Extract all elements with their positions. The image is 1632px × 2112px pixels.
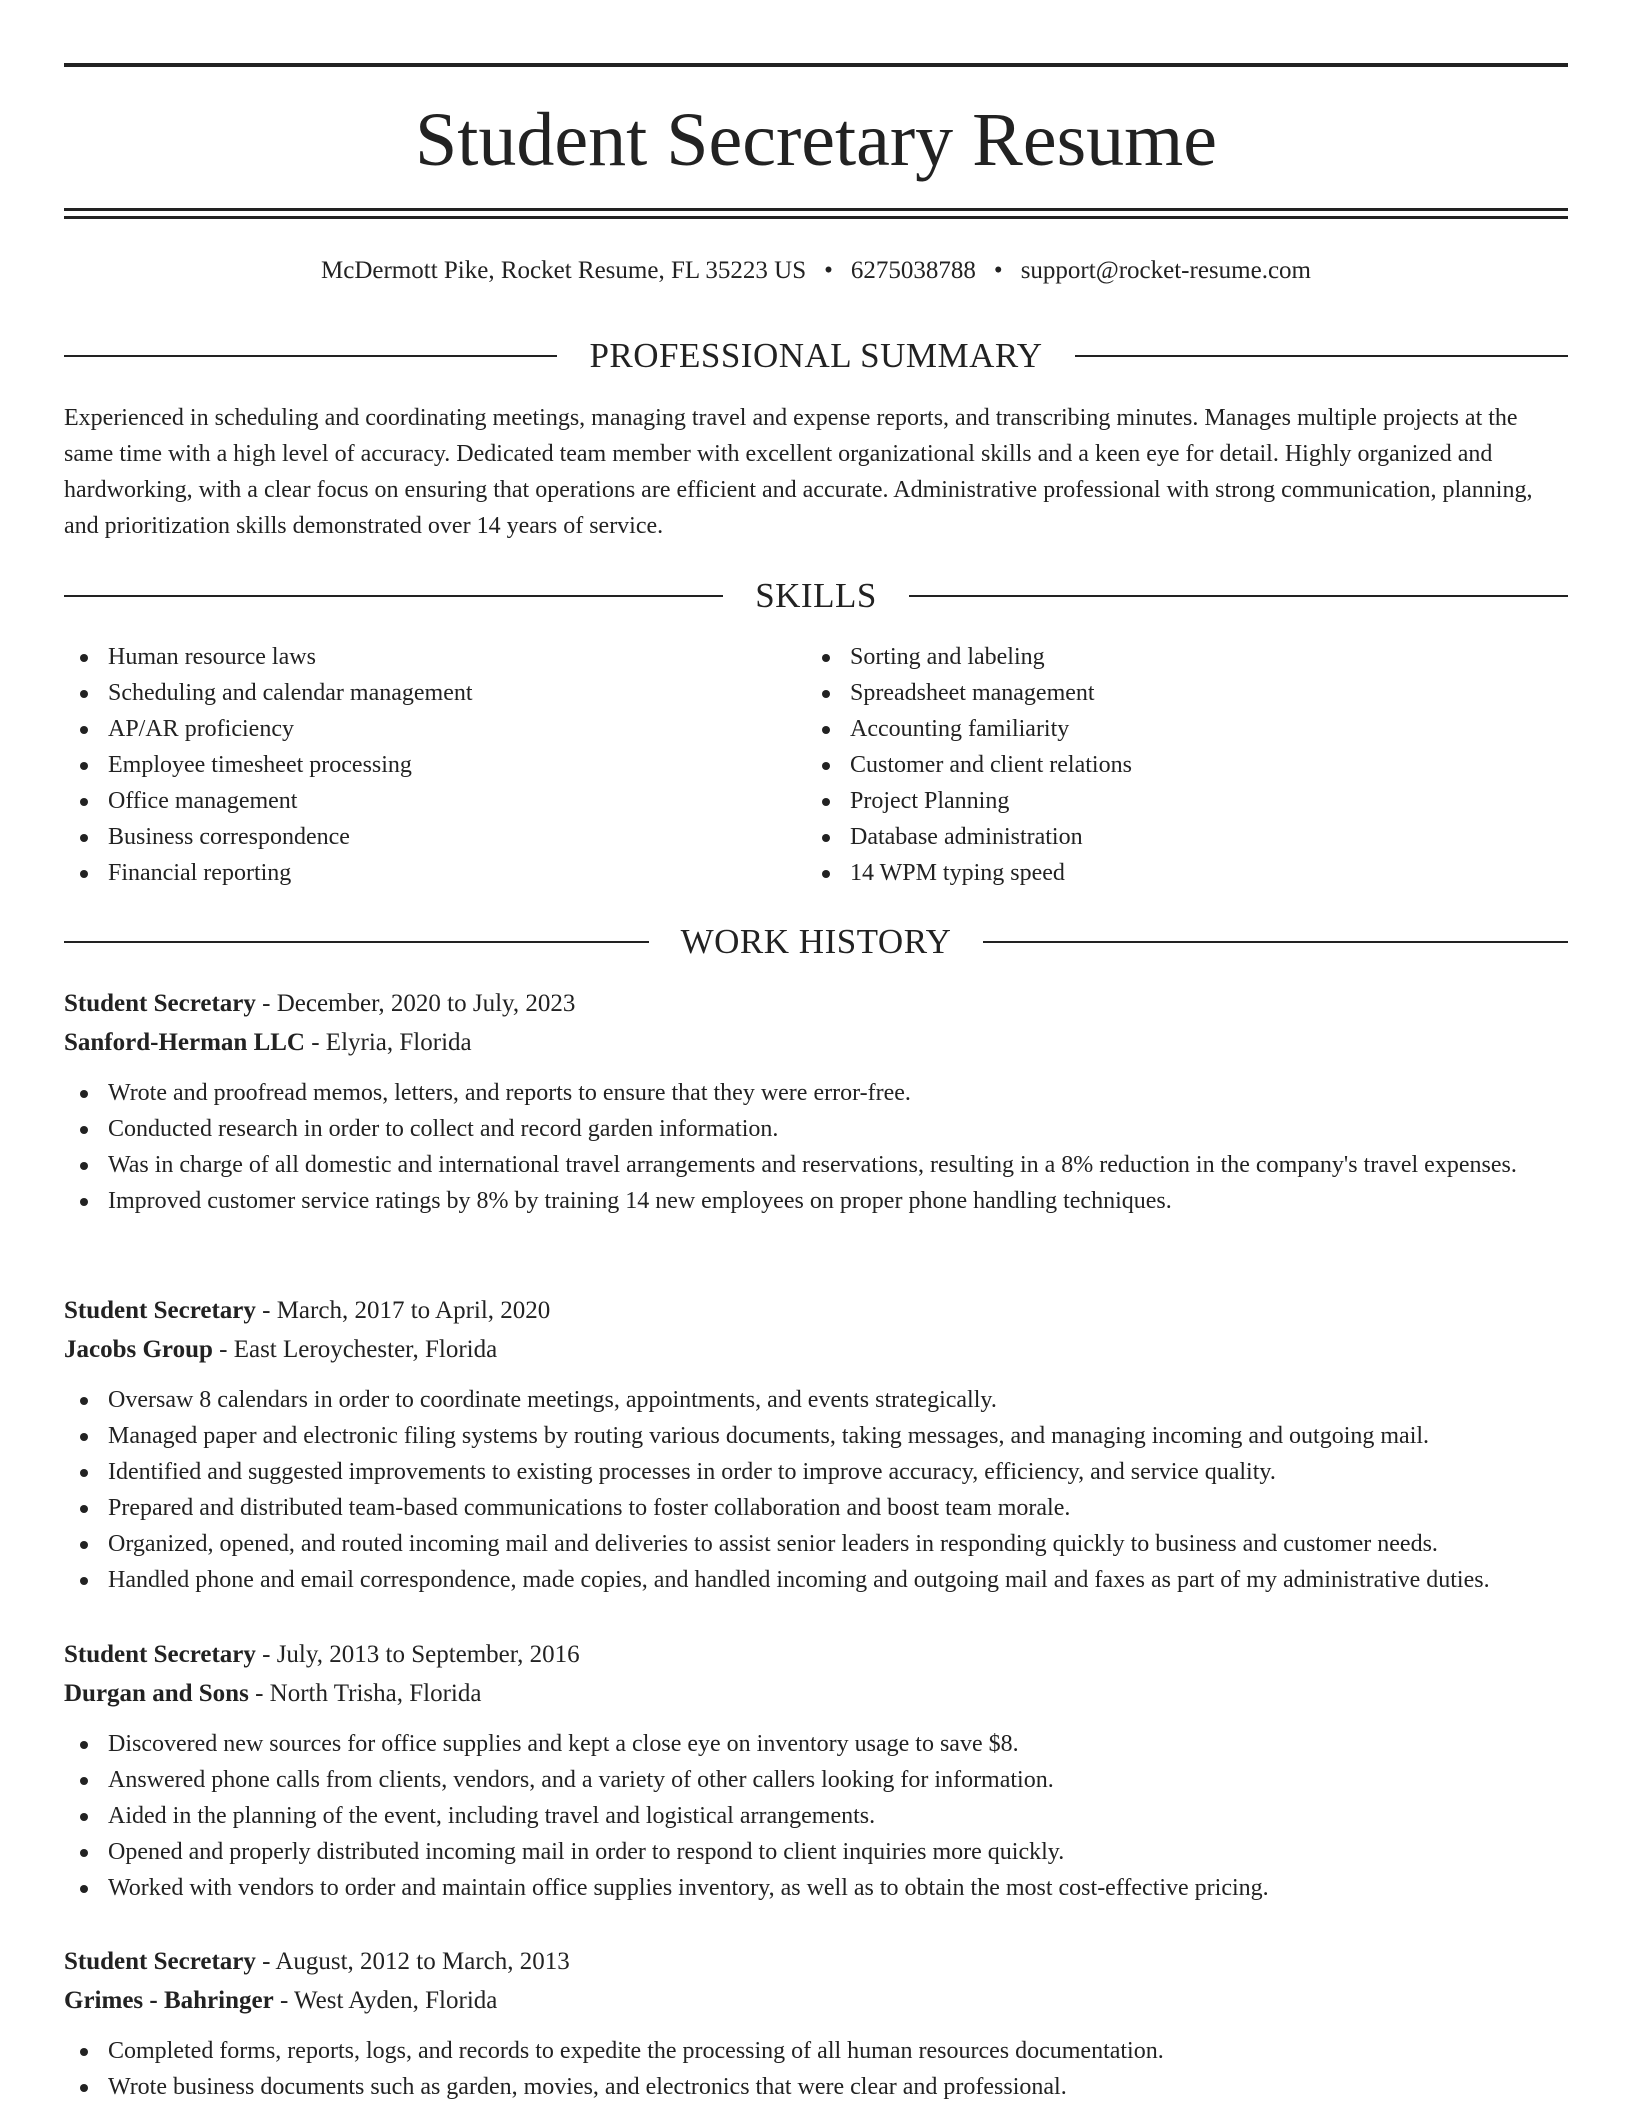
skill-item: Office management [64,783,764,819]
job-company: Sanford-Herman LLC [64,1029,305,1056]
skill-item: Spreadsheet management [806,675,1506,711]
job-company: Durgan and Sons [64,1680,249,1707]
job-location: - West Ayden, Florida [273,1987,498,2014]
job-company-line [64,1676,1568,1712]
section-title-skills: SKILLS [755,576,877,615]
skills-list-left [64,639,764,891]
job-bullets [64,1726,1568,1906]
section-title-summary: PROFESSIONAL SUMMARY [589,336,1043,375]
heading-rule-left [64,355,557,357]
job-company-line [64,1983,1568,2019]
section-title-work: WORK HISTORY [680,922,952,961]
contact-email: support@rocket-resume.com [1020,257,1311,284]
job-entry [64,1293,1568,1598]
job-company-line [64,1025,1568,1061]
title-rule-upper [64,208,1568,211]
skill-item: AP/AR proficiency [64,711,764,747]
job-dates: - December, 2020 to July, 2023 [255,990,576,1017]
skill-item: Customer and client relations [806,747,1506,783]
job-bullet: Handled phone and email correspondence, made copies, and handled incoming and outgoing mail and faxes as part of my administrative duties. [64,1562,1568,1598]
job-dates: - July, 2013 to September, 2016 [255,1641,580,1668]
job-bullets [64,1075,1568,1219]
job-title: Student Secretary [64,1948,256,1975]
heading-rule-left [64,941,649,943]
job-bullet: Wrote business documents such as garden, movies, and electronics that were clear and professional. [64,2069,1568,2105]
job-bullet: Was in charge of all domestic and international travel arrangements and reservations, resulting in a 8% reduction in the company's travel expenses. [64,1147,1568,1183]
skill-item: Sorting and labeling [806,639,1506,675]
skill-item: Database administration [806,819,1506,855]
job-dates: - March, 2017 to April, 2020 [255,1297,551,1324]
job-entry [64,1944,1568,2105]
contact-phone: 6275038788 [850,257,976,284]
job-title-line [64,1637,1568,1673]
job-location: - East Leroychester, Florida [212,1336,498,1363]
title-rule-lower [64,216,1568,219]
heading-rule-right [909,595,1568,597]
job-bullet: Discovered new sources for office supplies and kept a close eye on inventory usage to save $8. [64,1726,1568,1762]
job-bullet: Opened and properly distributed incoming mail in order to respond to client inquiries more quickly. [64,1834,1568,1870]
job-bullet: Oversaw 8 calendars in order to coordinate meetings, appointments, and events strategically. [64,1382,1568,1418]
contact-separator: • [993,257,1003,284]
page-title: Student Secretary Resume [414,98,1217,182]
contact-address: McDermott Pike, Rocket Resume, FL 35223 US [321,257,807,284]
top-rule [64,63,1568,67]
section-heading-summary [64,334,1568,378]
skill-item: Accounting familiarity [806,711,1506,747]
job-bullet: Completed forms, reports, logs, and records to expedite the processing of all human resources documentation. [64,2033,1568,2069]
skill-item: Financial reporting [64,855,764,891]
job-bullet: Organized, opened, and routed incoming mail and deliveries to assist senior leaders in responding quickly to business and customer needs. [64,1526,1568,1562]
section-heading-skills [64,574,1568,618]
job-company: Jacobs Group [64,1336,213,1363]
summary-paragraph: Experienced in scheduling and coordinating meetings, managing travel and expense reports, and transcribing minutes. Manages multiple projects at the same time with a high level of accuracy. Dedicated team member with excellent organizational skills and a keen eye for detail. Highly organized and hardworking, with a clear focus on ensuring that operations are efficient and accurate. Administrative professional with strong communication, planning, and prioritization skills demonstrated over 14 years of service. [64,405,1533,539]
job-entry [64,986,1568,1219]
job-company-line [64,1332,1568,1368]
job-title-line [64,1293,1568,1329]
contact-line [64,254,1568,288]
job-location: - North Trisha, Florida [248,1680,482,1707]
job-title-line [64,986,1568,1022]
job-bullets [64,1382,1568,1598]
job-company: Grimes - Bahringer [64,1987,274,2014]
job-bullet: Managed paper and electronic filing systems by routing various documents, taking messages, and managing incoming and outgoing mail. [64,1418,1568,1454]
job-bullet: Improved customer service ratings by 8% by training 14 new employees on proper phone handling techniques. [64,1183,1568,1219]
section-heading-work [64,920,1568,964]
skills-list-right [806,639,1506,891]
job-location: - Elyria, Florida [304,1029,472,1056]
job-bullet: Wrote and proofread memos, letters, and reports to ensure that they were error-free. [64,1075,1568,1111]
job-title: Student Secretary [64,990,256,1017]
job-bullet: Conducted research in order to collect and record garden information. [64,1111,1568,1147]
job-title-line [64,1944,1568,1980]
job-entry [64,1637,1568,1906]
heading-rule-right [1075,355,1568,357]
job-bullet: Worked with vendors to order and maintain office supplies inventory, as well as to obtain the most cost-effective pricing. [64,1870,1568,1906]
job-bullet: Answered phone calls from clients, vendors, and a variety of other callers looking for information. [64,1762,1568,1798]
job-bullet: Prepared and distributed team-based communications to foster collaboration and boost team morale. [64,1490,1568,1526]
skill-item: Project Planning [806,783,1506,819]
job-title: Student Secretary [64,1641,256,1668]
heading-rule-left [64,595,723,597]
skill-item: Business correspondence [64,819,764,855]
job-bullet: Identified and suggested improvements to existing processes in order to improve accuracy, efficiency, and service quality. [64,1454,1568,1490]
skill-item: 14 WPM typing speed [806,855,1506,891]
job-bullet: Aided in the planning of the event, including travel and logistical arrangements. [64,1798,1568,1834]
skill-item: Employee timesheet processing [64,747,764,783]
job-dates: - August, 2012 to March, 2013 [255,1948,570,1975]
job-bullets [64,2033,1568,2105]
contact-separator: • [824,257,833,284]
skill-item: Human resource laws [64,639,764,675]
job-title: Student Secretary [64,1297,256,1324]
skill-item: Scheduling and calendar management [64,675,764,711]
heading-rule-right [983,941,1568,943]
